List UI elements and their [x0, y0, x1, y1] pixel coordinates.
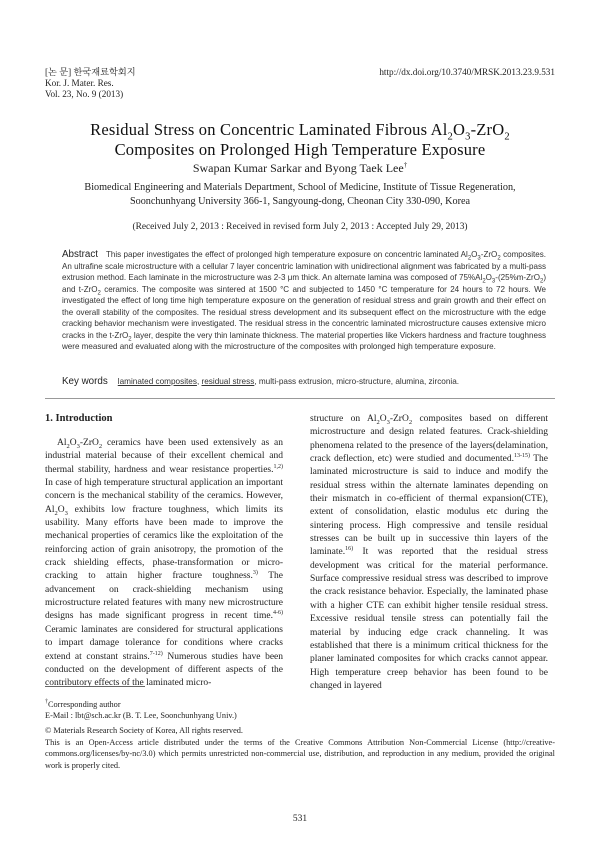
- abstract: Abstract This paper investigates the effect of prolonged high temperature exposure on concentric laminated $Al_2O_3-ZrO_2$ composites. An ultrafine scale microstructure with a cellular 7 layer concentric lamination with unidirectional alignment was fabricated by a multi-pass extrusion method. Each laminate in the microstructure was 2-3 μm thick. An alternate lamina was composed of $75\%Al_2O_3-(25\%m-ZrO_2)$ and t-ZrO$_2$ ceramics. The composite was sintered at 1500 °C and subjected to 1450 °C temperature for 24 hours to 72 hours. We investigated the effect of long time high temperature exposure on the generation of residual stress and grain growth and their effect on the overall stability of the composites. The residual stress development and its subsequent effect on the microstructure with the edge cracking behavior mechanism were investigated. The residual stress in the concentric laminated microstructure causes extensive micro cracks in the t-ZrO$_2$ layer, despite the very thin laminate thickness. The material properties like Vickers hardness and fracture toughness were measured and evaluated along with the microstructure of the composites with prolonged high temperature exposure.: [62, 249, 547, 351]
- keywords: Key words laminated composites, residual stress, multi-pass extrusion, micro-structure, alumina, zirconia.: [62, 376, 460, 387]
- journal-name-korean: [논 문] 한국재료학회지: [45, 67, 136, 77]
- received-dates: (Received July 2, 2013 : Received in revised form July 2, 2013 : Accepted July 29, 2013): [132, 222, 468, 232]
- authors: Swapan Kumar Sarkar and Byong Taek Lee†: [192, 161, 408, 175]
- keyword-link-1[interactable]: laminated composites: [117, 377, 197, 386]
- section-heading: 1. Introduction: [45, 413, 113, 424]
- license-notice: © Materials Research Society of Korea, All rights reserved. This is an Open-Access article distributed under the terms of the Creative Commons Attribution Non-Commercial License (http://creative-commons.org/licenses/by-nc/3.0) which permits unrestricted non-commercial use, distribution, and reproduction in any medium, provided the original work is properly cited.: [45, 726, 555, 770]
- page-number: 531: [292, 814, 308, 824]
- paper-title: [40, 120, 560, 160]
- corresponding-footnote: †Corresponding author E-Mail : lbt@sch.ac.kr (B. T. Lee, Soonchunhyang Univ.): [45, 699, 237, 721]
- journal-abbrev: Kor. J. Mater. Res.: [45, 78, 114, 88]
- title-line-2: Composites on Prolonged High Temperature Exposure: [114, 140, 486, 159]
- title-line-1: Residual Stress on Concentric Laminated Fibrous $Al_2O_3-ZrO_2$: [90, 120, 510, 143]
- affiliation: Biomedical Engineering and Materials Department, School of Medicine, Institute of Tissue Regeneration, Soonchunhyang University 366-1, Sangyoung-dong, Cheonan City 330-090, Korea: [84, 182, 516, 207]
- abstract-label: Abstract: [62, 249, 98, 260]
- left-column-text: $Al_2O_3-ZrO_2$ ceramics have been used extensively as an industrial material because of their excellent chemical and thermal stability, hardness and wear resistance properties.$^{1,2)}$ In case of high temperature structural application an important concern is the mechanical stability of the ceramics. However, $Al_2O_3$ exhibits low fracture toughness, which limits its usability. Many efforts have been made to improve the mechanical properties of ceramics like the exploitation of the reinforcing action of grain anisotropy, the promotion of the crack shielding effects, phase-transformation or micro-cracking to attain higher fracture toughness.$^{3)}$ The advancement on crack-shielding mechanism using microstructure related features with many new microstructure designs has made significant progress in recent time.$^{4-6)}$ Ceramic laminates are considered for structural applications to impart damage tolerance for conditions where cracks extend at constant strains.$^{7-12)}$ Numerous studies have been conducted on the development of different aspects of the contributory effects of the laminated micro-: [45, 438, 283, 689]
- journal-header: [45, 67, 136, 100]
- volume-issue: Vol. 23, No. 9 (2013): [45, 89, 124, 99]
- keywords-label: Key words: [62, 376, 108, 387]
- right-column-text: structure on $Al_2O_3-ZrO_2$ composites based on different microstructure and design related features. Crack-shielding phenomena related to the presence of the layers(delamination, crack deflection, etc) were studied and documented.$^{13-15)}$ The laminated microstructure is said to induce and modify the residual stress within the alternate laminates depending on their mismatch in co-efficient of thermal expansion(CTE), extent of consolidation, elastic modulus etc during the sintering process. High compressive and tensile residual stresses can be built up in successive thin layers of the laminate.$^{16)}$ It was reported that the residual stress development was critical for the material performance. Surface compressive residual stress was described to improve the crack resistance behavior. Especially, the laminated phase with a higher CTE can exhibit higher tensile residual stress. Excessive residual tensile stress can potentially fail the material by inducing edge crack channeling. It was established that there is a minimum critical thickness for the planer laminated composites for which cracks cannot appear. High temperature creep behavior has been found to be changed in layered: [310, 414, 548, 691]
- footnote-divider: [45, 686, 145, 687]
- keyword-link-2[interactable]: residual stress: [201, 377, 255, 386]
- corresponding-mark: †: [403, 161, 408, 169]
- divider: [45, 398, 555, 399]
- doi-link[interactable]: http://dx.doi.org/10.3740/MRSK.2013.23.9.531: [379, 67, 555, 77]
